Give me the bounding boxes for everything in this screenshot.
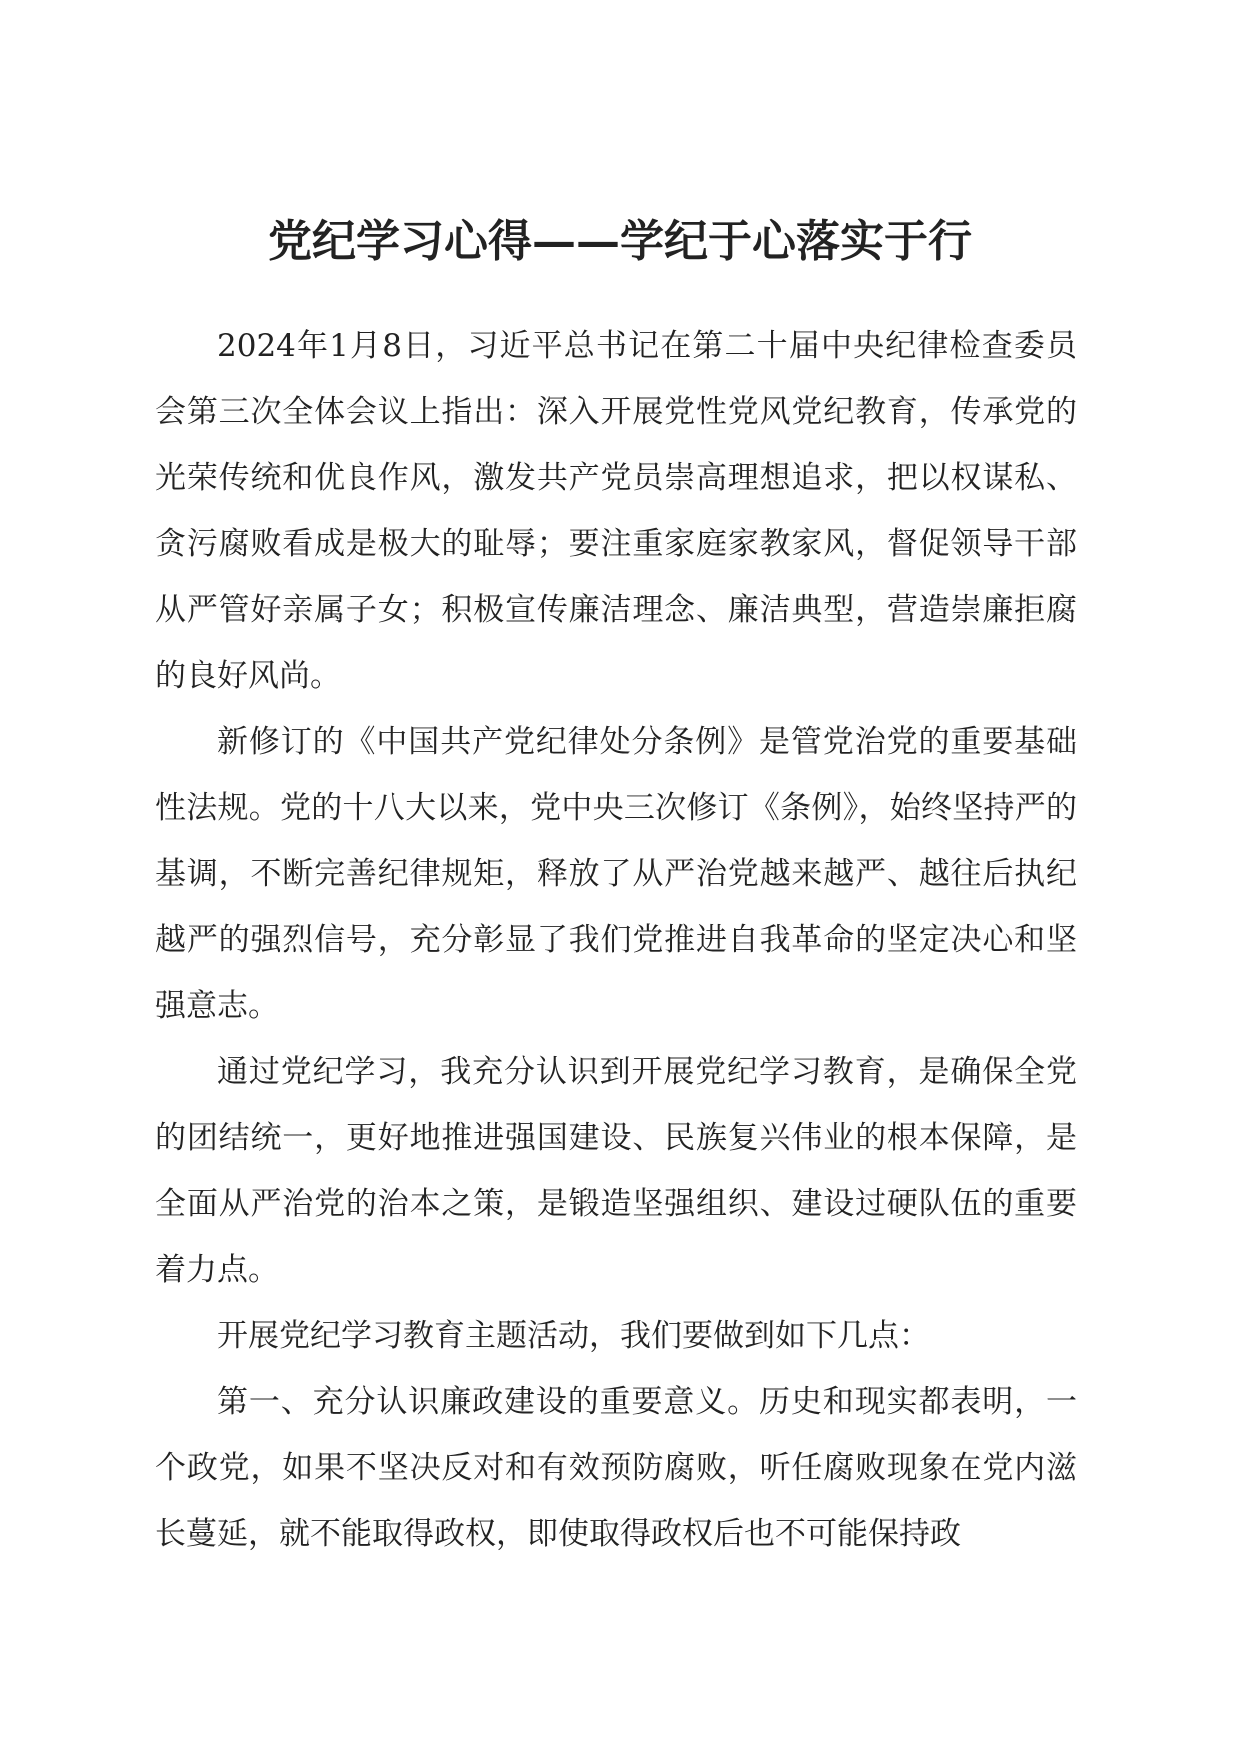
document-title: 党纪学习心得——学纪于心落实于行: [268, 216, 972, 267]
paragraph-4: 开展党纪学习教育主题活动，我们要做到如下几点：: [217, 1318, 930, 1354]
paragraph-5: 第一、充分认识廉政建设的重要意义。历史和现实都表明，一个政党，如果不坚决反对和有效预防腐败，听任腐败现象在党内滋长蔓延，就不能取得政权，即使取得政权后也不可能保持政: [155, 1384, 1077, 1552]
paragraph-1: 2024年1月8日，习近平总书记在第二十届中央纪律检查委员会第三次全体会议上指出：深入开展党性党风党纪教育，传承党的光荣传统和优良作风，激发共产党员崇高理想追求，把以权谋私、贪污腐败看成是极大的耻辱；要注重家庭家教家风，督促领导干部从严管好亲属子女；积极宣传廉洁理念、廉洁典型，营造崇廉拒腐的良好风尚。: [155, 328, 1077, 694]
paragraph-2: 新修订的《中国共产党纪律处分条例》是管党治党的重要基础性法规。党的十八大以来，党中央三次修订《条例》，始终坚持严的基调，不断完善纪律规矩，释放了从严治党越来越严、越往后执纪越严的强烈信号，充分彰显了我们党推进自我革命的坚定决心和坚强意志。: [155, 724, 1077, 1024]
document-body: [155, 313, 1077, 1567]
paragraph-3: 通过党纪学习，我充分认识到开展党纪学习教育，是确保全党的团结统一，更好地推进强国建设、民族复兴伟业的根本保障，是全面从严治党的治本之策，是锻造坚强组织、建设过硬队伍的重要着力点。: [155, 1054, 1077, 1288]
